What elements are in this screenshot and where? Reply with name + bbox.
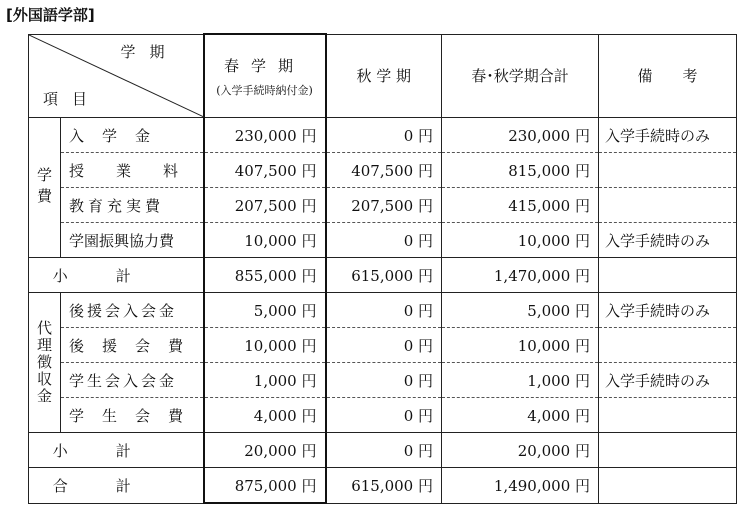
spring-cell: 1,000 円 [204, 363, 326, 398]
total-cell: 5,000 円 [442, 293, 599, 328]
spring-cell: 875,000 円 [204, 468, 326, 504]
table-row [29, 118, 737, 153]
autumn-cell: 0 円 [326, 293, 442, 328]
fee-table [28, 33, 737, 504]
item-cell: 授業料 [61, 153, 204, 188]
spring-cell: 20,000 円 [204, 433, 326, 468]
subtotal-row [29, 258, 737, 293]
autumn-cell: 207,500 円 [326, 188, 442, 223]
total-cell: 10,000 円 [442, 223, 599, 258]
spring-cell: 207,500 円 [204, 188, 326, 223]
total-cell: 4,000 円 [442, 398, 599, 433]
item-cell: 後援会費 [61, 328, 204, 363]
note-cell: 入学手続時のみ [599, 223, 737, 258]
note-cell [599, 153, 737, 188]
note-cell: 入学手続時のみ [599, 363, 737, 398]
item-cell: 後援会入会金 [61, 293, 204, 328]
autumn-cell: 0 円 [326, 118, 442, 153]
table-row [29, 223, 737, 258]
total-cell: 415,000 円 [442, 188, 599, 223]
header-row [29, 34, 737, 118]
table-row [29, 398, 737, 433]
autumn-cell: 615,000 円 [326, 258, 442, 293]
total-cell: 1,470,000 円 [442, 258, 599, 293]
header-spring-sub: (入学手続時納付金) [216, 83, 313, 97]
header-autumn: 秋 学 期 [326, 34, 442, 118]
note-cell: 入学手続時のみ [599, 293, 737, 328]
autumn-cell: 0 円 [326, 433, 442, 468]
spring-cell: 10,000 円 [204, 328, 326, 363]
autumn-cell: 0 円 [326, 363, 442, 398]
spring-cell: 855,000 円 [204, 258, 326, 293]
subtotal-row [29, 433, 737, 468]
header-total: 春･秋学期合計 [442, 34, 599, 118]
header-note: 備 考 [599, 34, 737, 118]
item-cell: 学生会費 [61, 398, 204, 433]
table-row [29, 363, 737, 398]
autumn-cell: 615,000 円 [326, 468, 442, 504]
table-row [29, 293, 737, 328]
item-cell: 学生会入会金 [61, 363, 204, 398]
header-spring: 春学期 (入学手続時納付金) [204, 34, 326, 118]
autumn-cell: 0 円 [326, 398, 442, 433]
spring-cell: 230,000 円 [204, 118, 326, 153]
item-cell: 学園振興協力費 [61, 223, 204, 258]
grand-total-label: 合計 [29, 468, 204, 504]
total-cell: 1,000 円 [442, 363, 599, 398]
group-label-tuition: 学費 [29, 118, 61, 258]
item-cell: 入学金 [61, 118, 204, 153]
spring-cell: 10,000 円 [204, 223, 326, 258]
total-cell: 1,490,000 円 [442, 468, 599, 504]
total-cell: 815,000 円 [442, 153, 599, 188]
table-row [29, 328, 737, 363]
spring-cell: 5,000 円 [204, 293, 326, 328]
section-title: [外国語学部] [6, 6, 95, 24]
item-cell: 教育充実費 [61, 188, 204, 223]
total-cell: 230,000 円 [442, 118, 599, 153]
note-cell [599, 188, 737, 223]
table-row [29, 188, 737, 223]
total-cell: 20,000 円 [442, 433, 599, 468]
note-cell [599, 433, 737, 468]
subtotal-label: 小計 [29, 258, 204, 293]
note-cell [599, 258, 737, 293]
autumn-cell: 407,500 円 [326, 153, 442, 188]
note-cell [599, 398, 737, 433]
total-cell: 10,000 円 [442, 328, 599, 363]
spring-cell: 4,000 円 [204, 398, 326, 433]
diagonal-header-cell [29, 34, 204, 118]
spring-cell: 407,500 円 [204, 153, 326, 188]
autumn-cell: 0 円 [326, 328, 442, 363]
header-term-label: 学期 [120, 42, 179, 61]
header-item-label: 項目 [43, 90, 102, 108]
autumn-cell: 0 円 [326, 223, 442, 258]
group-label-collection: 代理徴収金 [29, 293, 61, 433]
note-cell [599, 328, 737, 363]
note-cell [599, 468, 737, 504]
note-cell: 入学手続時のみ [599, 118, 737, 153]
table-row [29, 153, 737, 188]
grand-total-row [29, 468, 737, 504]
subtotal-label: 小計 [29, 433, 204, 468]
